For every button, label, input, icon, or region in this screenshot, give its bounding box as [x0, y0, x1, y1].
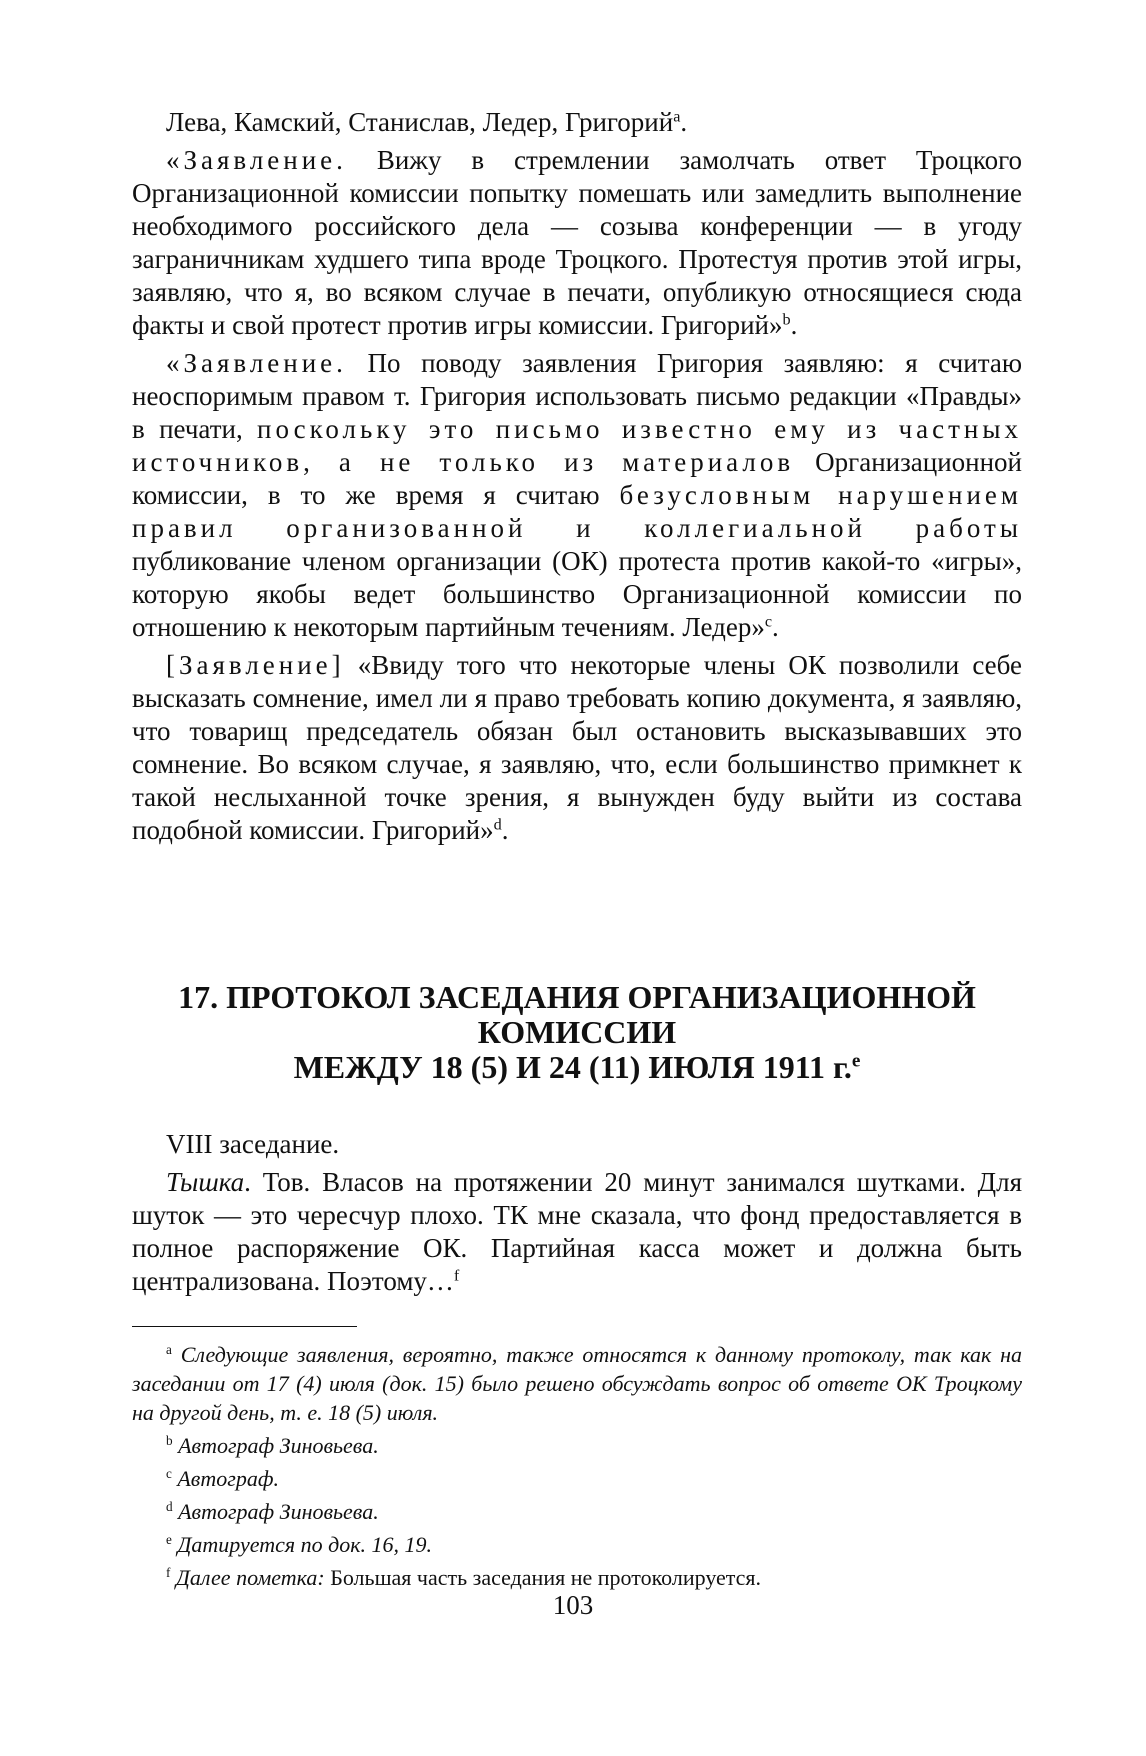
- spaced-emphasis: безусловным нарушением правил организованной и коллегиальной работы: [132, 480, 1022, 543]
- footnote-item: $^f$ Далее пометка: Большая часть заседания не протоколируется.: [166, 1565, 762, 1590]
- section-heading: [132, 980, 1022, 1085]
- page-number: 103: [552, 1590, 594, 1620]
- spaced-emphasis: поскольку это письмо известно ему из частных источников, а не только из материалов: [132, 414, 1023, 477]
- paragraph-tyshka: Тышка. Тов. Власов на протяжении 20 минут занимался шутками. Для шуток — это чересчур плохо. ТК мне сказала, что фонд предоставляется в полное распоряжение ОК. Партийная касса может и должна быть централизована. Поэтому…$^f$: [132, 1167, 1022, 1296]
- bottom-text-block: [132, 1128, 1022, 1303]
- footnote-ref-a[interactable]: a: [673, 107, 681, 126]
- footnote-ref-f[interactable]: f: [453, 1266, 460, 1285]
- statement-label: «Заявление.: [166, 145, 347, 175]
- footnote-item: $^c$ Автограф.: [166, 1466, 279, 1491]
- footnotes: [132, 1340, 1022, 1596]
- footnote-ref-e[interactable]: e: [851, 1050, 861, 1072]
- speaker-name: Тышка: [166, 1167, 245, 1197]
- footnote-ref-c[interactable]: c: [764, 612, 773, 631]
- footnote-divider: [132, 1326, 357, 1327]
- top-text-block: [132, 106, 1022, 852]
- heading-line-1: 17. ПРОТОКОЛ ЗАСЕДАНИЯ ОРГАНИЗАЦИОННОЙ: [178, 979, 976, 1015]
- footnote-item: $^d$ Автограф Зиновьева.: [166, 1499, 379, 1524]
- paragraph-statement-grigory-2: [Заявление] «Ввиду того что некоторые члены ОК позволили себе высказать сомнение, имел ли я право требовать копию документа, я заявляю, что товарищ председатель обязан был остановить высказывавших это сомнение. Во всяком случае, я заявляю, что, если большинство примкнет к такой неслыханной точке зрения, я вынужден буду выйти из состава подобной комиссии. Григорий»$^d$.: [132, 650, 1022, 845]
- footnote-ref-d[interactable]: d: [493, 815, 502, 834]
- paragraph-participants: Лева, Камский, Станислав, Ледер, Григорий$^a$.: [166, 107, 688, 137]
- footnote-item: $^e$ Датируется по док. 16, 19.: [166, 1532, 432, 1557]
- paragraph-statement-leder: «Заявление. По поводу заявления Григория заявляю: я считаю неоспоримым правом т. Григория использовать письмо редакции «Правды» в печати, поскольку это письмо известно ему из частных источников, а не только из материалов Организационной комиссии, в то же время я считаю безусловным нарушением правил организованной и коллегиальной работы публикование членом организации (ОК) протеста против какой-то «игры», которую якобы ведет большинство Организационной комиссии по отношению к некоторым партийным течениям. Ледер»$^c$.: [132, 348, 1023, 642]
- footnote-item: $^a$ Следующие заявления, вероятно, также относятся к данному протоколу, так как на заседании от 17 (4) июля (док. 15) было решено обсуждать вопрос об ответе ОК Троцкому на другой день, т. е. 18 (5) июля.: [132, 1342, 1022, 1425]
- heading-line-3: МЕЖДУ 18 (5) И 24 (11) ИЮЛЯ 1911 г.$^e$: [293, 1049, 861, 1085]
- statement-label: [Заявление]: [166, 650, 345, 680]
- heading-line-2: КОМИССИИ: [477, 1014, 677, 1050]
- statement-label: «Заявление.: [166, 348, 347, 378]
- footnote-item: $^b$ Автограф Зиновьева.: [166, 1433, 379, 1458]
- paragraph-session: VIII заседание.: [166, 1129, 340, 1159]
- footnote-ref-b[interactable]: b: [782, 310, 791, 329]
- paragraph-statement-grigory-1: «Заявление. Вижу в стремлении замолчать ответ Троцкого Организационной комиссии попытку помешать или замедлить выполнение необходимого российского дела — созыва конференции — в угоду заграничникам худшего типа вроде Троцкого. Протестуя против этой игры, заявляю, что я, во всяком случае в печати, опубликую относящиеся сюда факты и свой протест против игры комиссии. Григорий»$^b$.: [132, 145, 1022, 340]
